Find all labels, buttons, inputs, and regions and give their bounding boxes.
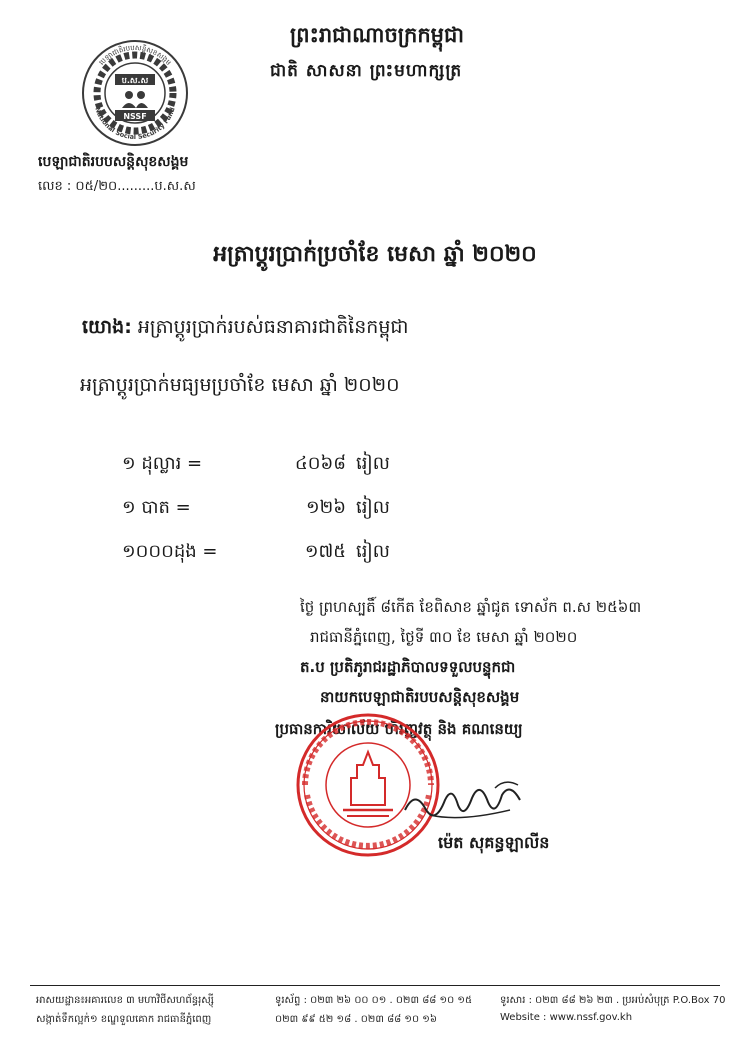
logo-top-text: បេឡាជាតិរបបសន្តិសុខសង្គម [97, 43, 173, 67]
signer-name: ម៉េត សុគន្ធឡាលីន [438, 833, 550, 852]
signer-position-1: ត.ប ប្រតិភូរាជរដ្ឋាភិបាលទទួលបន្ទុកជា [300, 658, 516, 676]
reference-label: យោង: [82, 316, 132, 338]
organization-name: បេឡាជាតិរបបសន្តិសុខសង្គម [38, 154, 189, 170]
rate-currency: ១ ដុល្លារ = [122, 452, 203, 474]
national-motto: ជាតិ សាសនា ព្រះមហាក្សត្រ [270, 61, 463, 81]
rate-unit: រៀល [356, 540, 390, 562]
exchange-rate-list [122, 442, 390, 574]
rate-row-usd [122, 442, 390, 486]
signer-position-2: នាយកបេឡាជាតិរបបសន្តិសុខសង្គម [320, 688, 520, 706]
reference-line [82, 315, 408, 343]
signer-position-3: ប្រធានការិយាល័យ ហិរញ្ញវត្ថុ និង គណនេយ្យ [275, 720, 523, 738]
nssf-logo [80, 38, 190, 148]
rate-value: ៤០៦៨ [295, 452, 346, 474]
place-date: រាជធានីភ្នំពេញ, ថ្ងៃទី ៣០ ខែ មេសា ឆ្នាំ ២០២០ [310, 628, 578, 646]
logo-acronym-kh: ប.ស.ស [121, 76, 149, 85]
lunar-date: ថ្ងៃ ព្រហស្បតិ៍ ៨កើត ខែពិសាខ ឆ្នាំជូត ទោស័ក ព.ស ២៥៦៣ [300, 598, 642, 616]
footer-phone-1: ទូរស័ព្ទ : ០២៣ ២៦ ០០ ០១ . ០២៣ ៨៨ ១០ ១៥ [275, 995, 473, 1006]
logo-bottom-text: National Social Security Fund [93, 106, 177, 142]
logo-acronym-en: NSSF [123, 112, 147, 121]
reference-number: លេខ : ០៥/២០.........ប.ស.ស [38, 179, 196, 194]
document-title: អត្រាប្តូរប្រាក់ប្រចាំខែ មេសា ឆ្នាំ ២០២០ [213, 242, 537, 267]
footer-phone-2: ០២៣ ៩៩ ៥២ ១៨ . ០២៣ ៨៨ ១០ ១៦ [275, 1014, 437, 1025]
handwritten-signature [400, 770, 530, 830]
kingdom-title: ព្រះរាជាណាចក្រកម្ពុជា [290, 23, 465, 47]
footer-address-2: សង្កាត់ទឹកល្អក់១ ខណ្ឌទួលគោក រាជធានីភ្នំពេញ [36, 1014, 212, 1025]
footer-website-link[interactable]: Website : www.nssf.gov.kh [500, 1012, 633, 1023]
rate-value: ១២៦ [306, 496, 346, 518]
reference-text: អត្រាប្តូរប្រាក់របស់ធនាគារជាតិនៃកម្ពុជា [131, 316, 409, 338]
footer-address-1: អាសយដ្ឋាន៖អគារលេខ ៣ មហាវិថីសហព័ន្ធរុស្ស៊ី [36, 995, 214, 1006]
rate-unit: រៀល [356, 496, 390, 518]
average-rate-heading: អត្រាប្តូរប្រាក់មធ្យមប្រចាំខែ មេសា ឆ្នាំ ២០២០ [80, 374, 400, 396]
rate-row-vnd [122, 530, 390, 574]
rate-unit: រៀល [356, 452, 390, 474]
rate-row-thb [122, 486, 390, 530]
footer-divider [30, 985, 720, 986]
rate-value: ១៧៥ [304, 540, 346, 562]
rate-currency: ១០០០ដុង = [122, 540, 218, 562]
footer-fax: ទូរសារ : ០២៣ ៨៨ ២៦ ២៣ . ប្រអប់សំបុត្រ P.O.Box 70 [500, 995, 726, 1006]
rate-currency: ១ បាត = [122, 496, 191, 518]
